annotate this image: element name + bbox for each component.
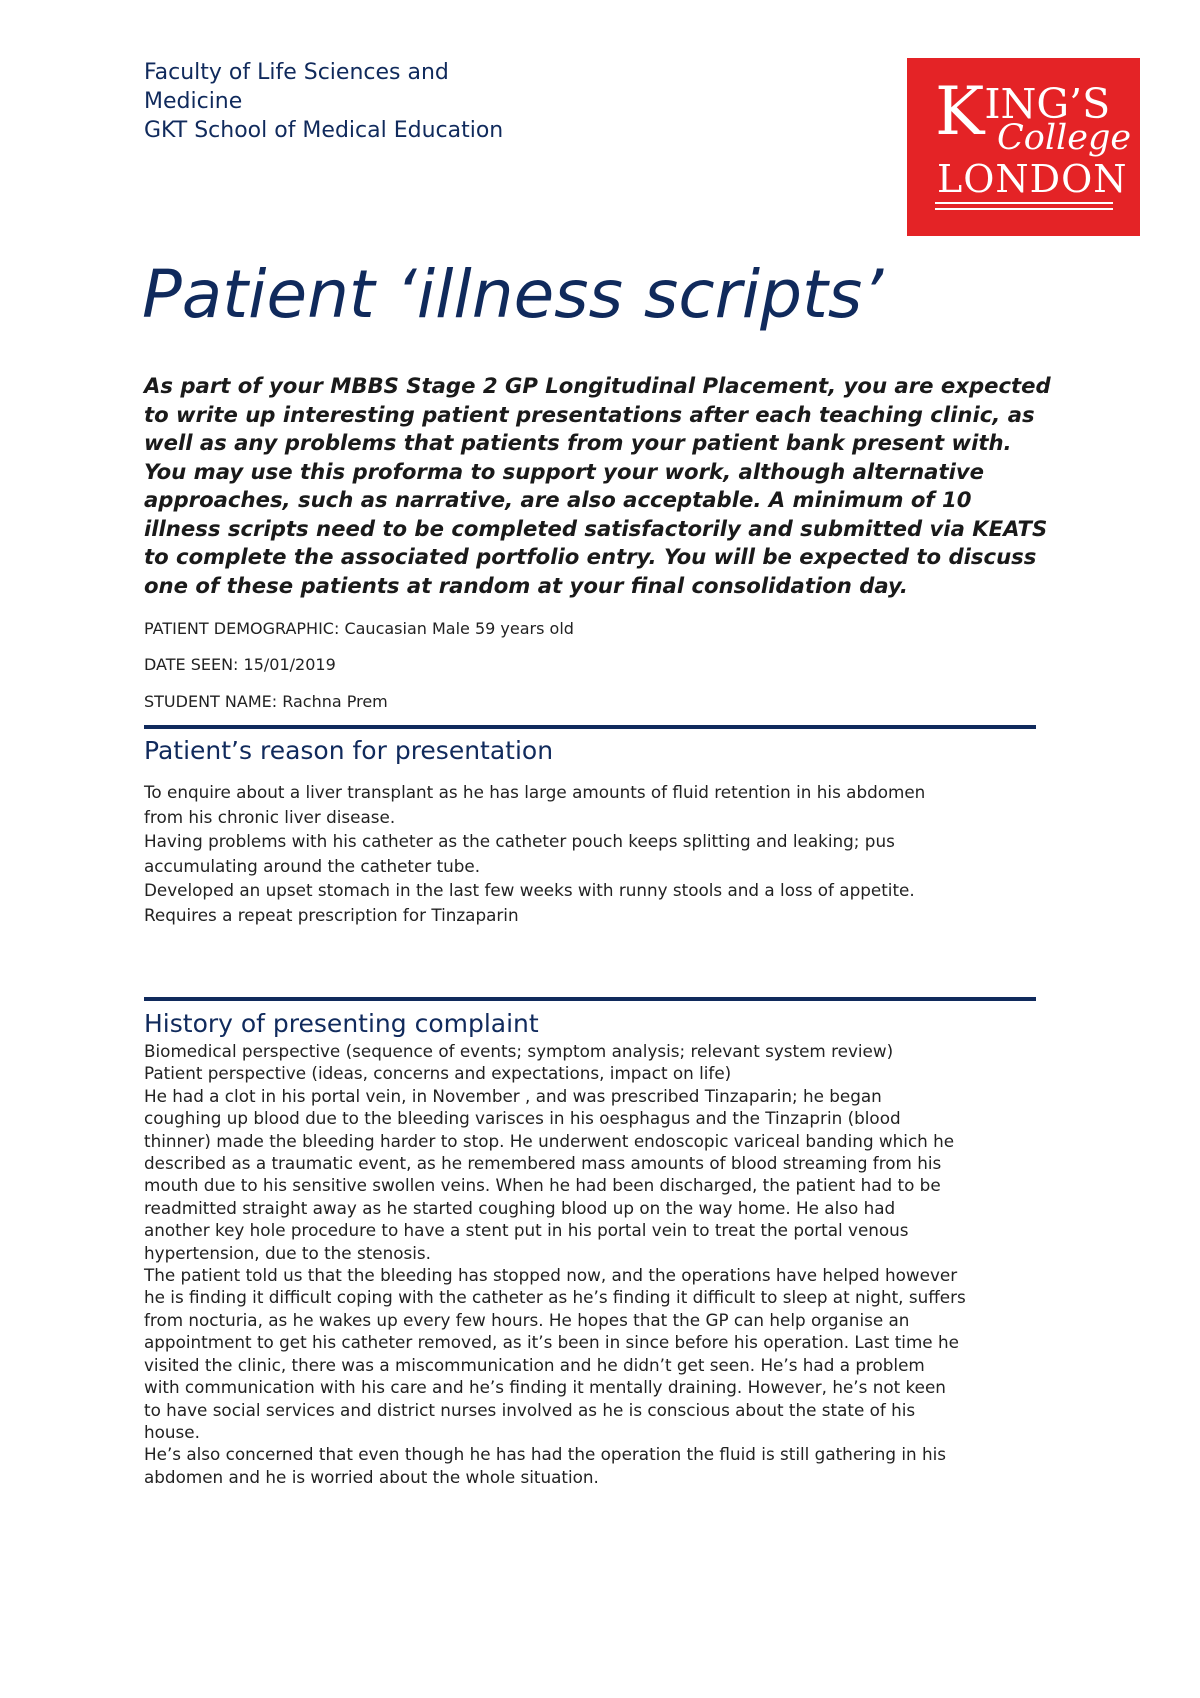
body-line: to have social services and district nurses involved as he is conscious about the state of his [144,1399,916,1420]
intro-paragraph [144,372,1051,600]
body-line: another key hole procedure to have a stent put in his portal vein to treat the portal venous [144,1220,909,1241]
body-line: Biomedical perspective (sequence of events; symptom analysis; relevant system review) [144,1041,894,1061]
body-line: He’s also concerned that even though he has had the operation the fluid is still gathering in his [144,1444,947,1465]
section-divider [144,997,1036,1001]
intro-line: well as any problems that patients from your patient bank present with. [144,430,1012,455]
logo-rule [935,202,1113,204]
body-line: he is finding it difficult coping with the catheter as he’s finding it difficult to sleep at night, suffers [144,1287,966,1308]
reason-for-presentation-text [144,780,1044,927]
faculty-heading [144,58,614,145]
body-line: thinner) made the bleeding harder to stop. He underwent endoscopic variceal banding which he [144,1130,955,1151]
intro-line: approaches, such as narrative, are also acceptable. A minimum of 10 [144,487,972,512]
body-line: coughing up blood due to the bleeding varisces in his oesphagus and the Tinzaprin (blood [144,1108,901,1129]
logo-london-text: LONDON [937,157,1128,201]
intro-line: one of these patients at random at your final consolidation day. [144,572,908,598]
body-line: Requires a repeat prescription for Tinzaparin [144,904,519,925]
body-line: described as a traumatic event, as he remembered mass amounts of blood streaming from his [144,1153,942,1174]
faculty-line: Medicine [144,89,243,114]
body-line: hypertension, due to the stenosis. [144,1242,431,1263]
body-line: appointment to get his catheter removed, as it’s been in since before his operation. Last time he [144,1332,959,1353]
body-line: from nocturia, as he wakes up every few hours. He hopes that the GP can help organise an [144,1309,910,1330]
intro-line: illness scripts need to be completed satisfactorily and submitted via KEATS [144,515,1048,541]
intro-line: You may use this proforma to support your work, although alternative [144,458,985,484]
body-line: from his chronic liver disease. [144,806,396,827]
page-title: Patient ‘illness scripts’ [142,256,884,333]
body-line: readmitted straight away as he started coughing blood up on the way home. He also had [144,1197,896,1218]
body-line: Having problems with his catheter as the catheter pouch keeps splitting and leaking; pus [144,831,895,851]
logo-college-text: College [997,118,1132,158]
intro-line: As part of your MBBS Stage 2 GP Longitudinal Placement, you are expected [144,373,1051,398]
section-heading-reason: Patient’s reason for presentation [144,736,554,765]
section-divider [144,725,1036,729]
faculty-line: GKT School of Medical Education [144,118,504,143]
body-line: visited the clinic, there was a miscommunication and he didn’t get seen. He’s had a problem [144,1354,925,1375]
body-line: with communication with his care and he’s finding it mentally draining. However, he’s not keen [144,1377,946,1398]
body-line: He had a clot in his portal vein, in November , and was prescribed Tinzaparin; he began [144,1085,882,1106]
body-line: house. [144,1421,200,1442]
section-heading-history: History of presenting complaint [144,1009,539,1038]
body-line: Patient perspective (ideas, concerns and expectations, impact on life) [144,1063,732,1084]
body-line: mouth due to his sensitive swollen veins. When he had been discharged, the patient had to be [144,1175,941,1196]
body-line: To enquire about a liver transplant as he has large amounts of fluid retention in his abdomen [144,782,926,802]
body-line: Developed an upset stomach in the last few weeks with runny stools and a loss of appetite. [144,880,915,900]
patient-demographic: PATIENT DEMOGRAPHIC: Caucasian Male 59 years old [144,619,574,638]
logo-rule [935,208,1113,210]
body-line: The patient told us that the bleeding has stopped now, and the operations have helped however [144,1265,958,1286]
body-line: accumulating around the catheter tube. [144,855,481,876]
intro-line: to write up interesting patient presentations after each teaching clinic, as [144,401,1035,427]
logo-kings-text: KING’S [935,73,1111,150]
kings-college-london-logo [907,58,1140,236]
student-name: STUDENT NAME: Rachna Prem [144,692,388,711]
intro-line: to complete the associated portfolio entry. You will be expected to discuss [144,544,1037,569]
faculty-line: Faculty of Life Sciences and [144,60,449,85]
history-of-presenting-complaint-text [144,1040,1044,1488]
date-seen: DATE SEEN: 15/01/2019 [144,655,336,674]
body-line: abdomen and he is worried about the whole situation. [144,1466,599,1487]
